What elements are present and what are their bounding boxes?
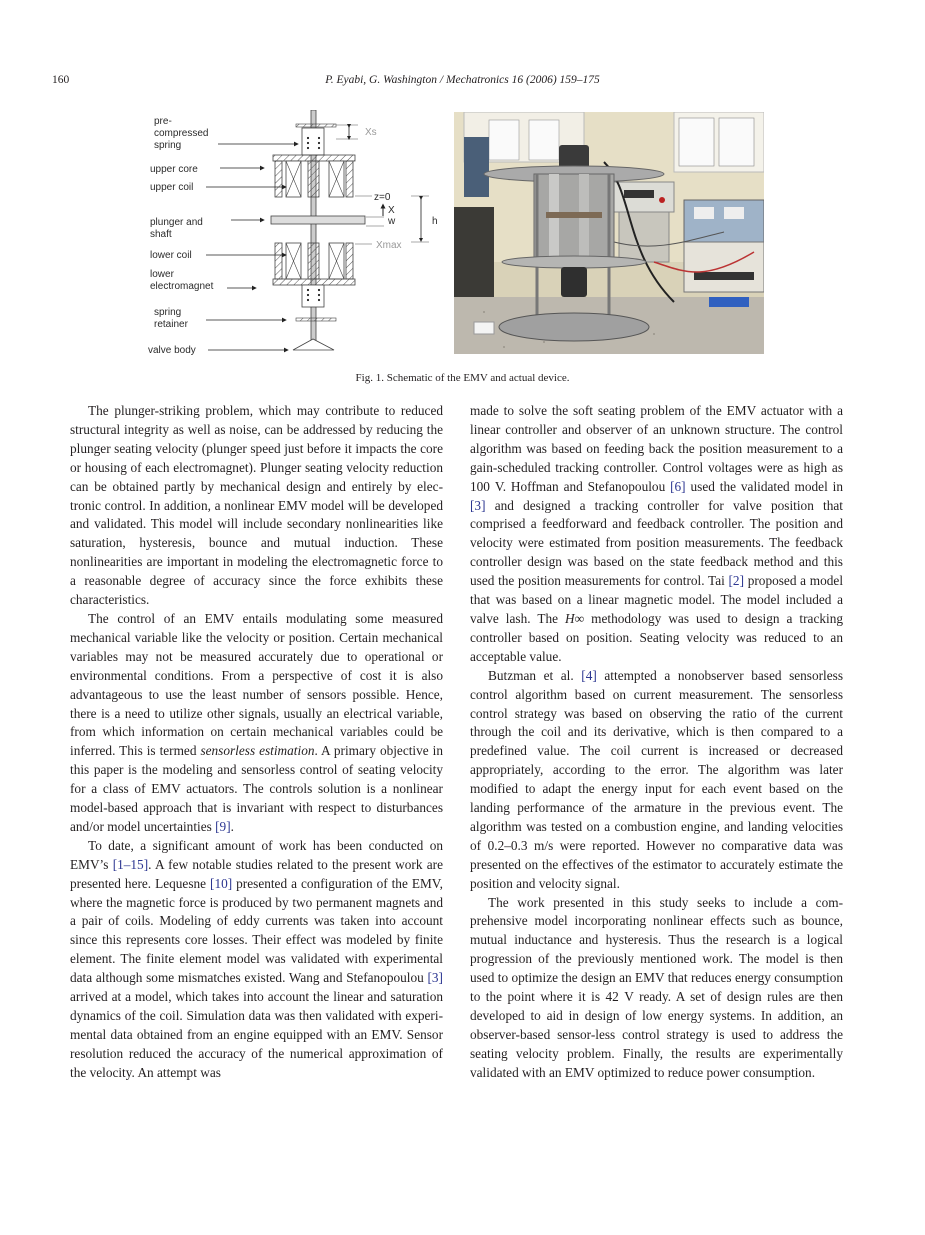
paragraph xyxy=(70,837,443,1083)
svg-text:X: X xyxy=(388,205,395,216)
paragraph xyxy=(470,894,843,1083)
figure-1 xyxy=(136,110,766,358)
svg-text:shaft: shaft xyxy=(150,229,172,240)
citation-link[interactable]: [6] xyxy=(670,478,686,494)
body-text: methodology was used to design a tracking controller based on position. Seating velocity was reduced to an acceptable value. xyxy=(470,610,843,664)
body-text: The plunger-striking problem, which may contribute to reduced structural integrity as well as noise, can be addressed by reducing the plunger seating velocity (plunger speed just before it impacts the core or housing of each electromagnet). Plunger seating velocity reduction can be obtained partly by mechanical design and entirely by electronic control. In addition, a nonlinear EMV model will be developed and validated. This model will include secondary nonlinearities like saturation, hysteresis, bounce and mutual induction. These nonlinearities are important in modeling the electromagnetic force to a reasonable degree of accuracy since the force exhibits these characteristics. xyxy=(70,403,443,608)
body-text: used the validated model in xyxy=(685,478,843,494)
svg-text:compressed: compressed xyxy=(154,128,209,139)
svg-text:electromagnet: electromagnet xyxy=(150,281,214,292)
body-text: The work presented in this study seeks to include a comprehensive model incorporating nonlinear effects such as bounce, mutual inductance and hysteresis. Thus the research is a logical progression of the previously mentioned work. The model is then used to optimize the design an EMV that reduces energy consumption to the point where it is 42 V ready. A set of design rules are then developed to aid in design of low energy systems. In addition, an observer-based sensor-less control strategy is used to address the seating velocity problem. Finally, the results are experimentally validated with an EMV optimized to reduce power consumption. xyxy=(470,894,843,1080)
body-text: proposed a model that was based on a linear magnetic model. The model included a valve lash. The xyxy=(470,573,844,626)
body-text: attempted a nonobserver based sensorless control algorithm based on current measurement. The sensorless control strategy was based on observing the ratio of the current through the coil and its derivative, which is then compared to a predefined value. The coil current is increased or decreased appropriately, according to the error. The algorithm was later modified to adapt the energy input for each event based on the landing performance of the armature in the previous event. The algorithm was tested on a combustion engine, and landing velocities of 0.2–0.3 m/s were reported. However no comparative data was presented on the effectives of the estimator to accurately estimate the position and velocity signal. xyxy=(470,667,844,891)
citation-link[interactable]: [9] xyxy=(215,818,231,834)
body-text: . A few notable studies related to the present work are presented here. Lequesne xyxy=(70,856,443,891)
page-header xyxy=(52,74,873,90)
paragraph xyxy=(70,402,443,610)
citation-link[interactable]: [1–15] xyxy=(112,856,149,872)
emphasis-text: sensorless estimation xyxy=(200,743,315,759)
svg-text:Xs: Xs xyxy=(365,127,377,138)
citation-link[interactable]: [2] xyxy=(728,573,745,589)
body-column-left xyxy=(70,402,443,1083)
svg-text:lower: lower xyxy=(150,269,174,280)
body-text: presented a configuration of the EMV, where the magnetic force is produced by two permanent magnets and a pair of coils. Modeling of eddy currents was taken into account since this represents core losses. Their effect was modeled by finite element. The finite element model was validated with experimental data although some mismatches existed. Wang and Stefanopoulou xyxy=(70,875,443,986)
emphasis-text: H∞ xyxy=(565,610,585,626)
emv-schematic-diagram xyxy=(136,110,446,358)
body-column-right xyxy=(470,402,843,1083)
running-head: P. Eyabi, G. Washington / Mechatronics 16 (2006) 159–175 xyxy=(325,74,600,86)
body-text: and designed a tracking controller for valve position that comprised a feedforward and feedback controller. The position and velocity were estimated from position measurements. The feedback controller design was based on the state feedback method and this used the position measurements for control. Tai xyxy=(470,497,843,589)
paragraph xyxy=(70,610,443,837)
svg-text:upper core: upper core xyxy=(150,164,198,175)
body-text: made to solve the soft seating problem of the EMV actuator with a linear controller and observer of an unknown structure. The control algorithm was based on feeding back the position measurement to a gain-scheduled tracking controller. Control voltages were as high as 100 V. Hoffman and Stefanopoulou xyxy=(470,403,843,494)
body-text: arrived at a model, which takes into account the linear and saturation dynamics of the coil. Simulation data was then validated with experimental data obtained from an engine equipped with an EMV. Sensor resolution reduced the accuracy of the numerical approximation of the velocity. An attempt was xyxy=(70,989,443,1080)
paragraph xyxy=(470,402,843,667)
citation-link[interactable]: [3] xyxy=(427,970,443,986)
svg-text:Xmax: Xmax xyxy=(376,240,402,251)
body-text: The control of an EMV entails modulating some measured mechanical variable like the velocity or position. Certain mechanical variables may not be measured accurately due to operational or environmental conditions. From a perspective of cost it is also advantageous to use the least number of sensors possible. Hence, there is a need to utilize other signals, usually an electrical variable, from which information on certain mechanical variables could be inferred. This is termed xyxy=(70,610,443,759)
body-text: To date, a significant amount of work has been conducted on EMV’s xyxy=(70,837,443,872)
citation-link[interactable]: [10] xyxy=(210,875,233,891)
page-number: 160 xyxy=(52,74,70,86)
svg-text:z=0: z=0 xyxy=(374,192,391,203)
citation-link[interactable]: [3] xyxy=(470,497,486,513)
svg-text:plunger and: plunger and xyxy=(150,217,203,228)
body-text: . xyxy=(230,818,234,834)
svg-text:retainer: retainer xyxy=(154,319,188,330)
svg-text:pre-: pre- xyxy=(154,116,172,127)
svg-text:spring: spring xyxy=(154,307,182,318)
paragraph xyxy=(470,667,843,894)
svg-text:h: h xyxy=(432,216,438,227)
body-text: Butzman et al. xyxy=(488,667,582,683)
svg-text:w: w xyxy=(388,216,396,227)
body-text: . A primary objective in this paper is the modeling and sensorless control of seating velocity for a class of EMV actuators. The controls solution is a nonlinear model-based approach that is invariant with respect to disturbances and/or model uncertainties xyxy=(70,743,443,834)
svg-text:valve body: valve body xyxy=(148,345,196,356)
citation-link[interactable]: [4] xyxy=(581,667,597,683)
emv-device-photo xyxy=(454,112,764,354)
svg-text:spring: spring xyxy=(154,140,182,151)
svg-text:upper coil: upper coil xyxy=(150,182,194,193)
svg-text:lower coil: lower coil xyxy=(150,250,192,261)
figure-caption: Fig. 1. Schematic of the EMV and actual device. xyxy=(355,372,570,384)
